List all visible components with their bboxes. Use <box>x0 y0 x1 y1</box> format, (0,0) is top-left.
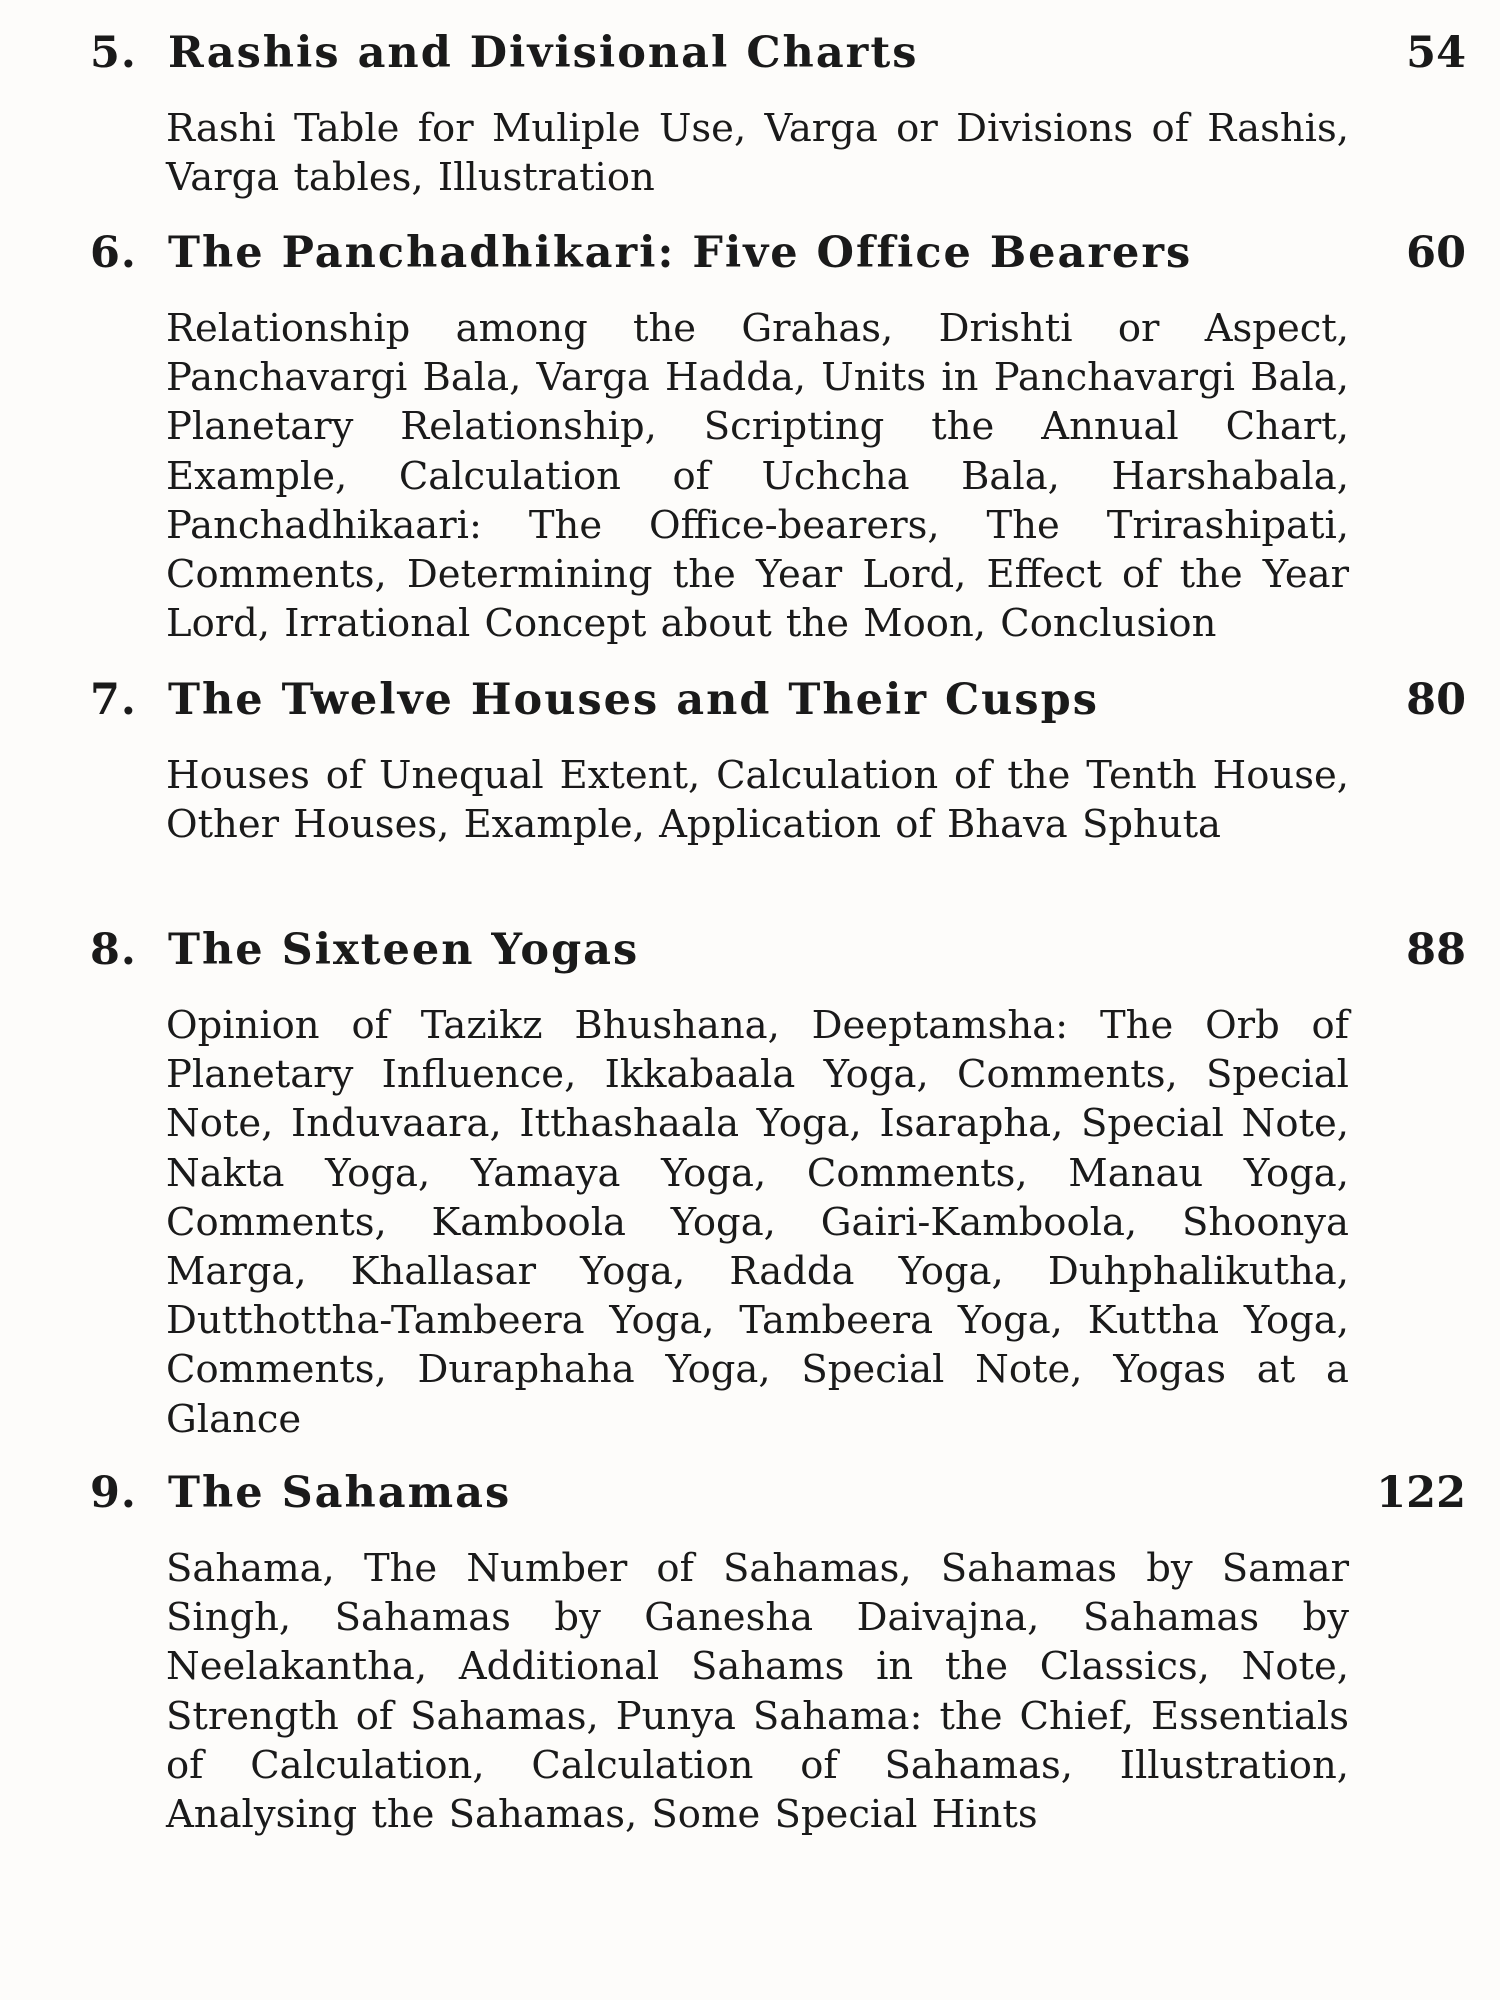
toc-entry-heading <box>0 28 1500 88</box>
chapter-page-number: 54 <box>1406 28 1466 78</box>
chapter-title: The Sixteen Yogas <box>168 925 640 975</box>
chapter-number: 9. <box>90 1468 137 1518</box>
chapter-topics: Relationship among the Grahas, Drishti or Aspect, Panchavargi Bala, Varga Hadda, Units in Panchavargi Bala, Planetary Relationship, Scripting the Annual Chart, Example, Calculation of Uchcha Bala, Harshabala, Panchadhikaari: The Office-bearers, The Trirashipati, Comments, Determining the Year Lord, Effect of the Year Lord, Irrational Concept about the Moon, Conclusion <box>166 306 1349 647</box>
chapter-page-number: 88 <box>1406 925 1466 975</box>
chapter-topics: Opinion of Tazikz Bhushana, Deeptamsha: The Orb of Planetary Influence, Ikkabaala Yoga, Comments, Special Note, Induvaara, Itthashaala Yoga, Isarapha, Special Note, Nakta Yoga, Yamaya Yoga, Comments, Manau Yoga, Comments, Kamboola Yoga, Gairi-Kamboola, Shoonya Marga, Khallasar Yoga, Radda Yoga, Duhphalikutha, Dutthottha-Tambeera Yoga, Tambeera Yoga, Kuttha Yoga, Comments, Duraphaha Yoga, Special Note, Yogas at a Glance <box>166 1003 1349 1442</box>
chapter-topics: Rashi Table for Muliple Use, Varga or Divisions of Rashis, Varga tables, Illustration <box>166 106 1349 201</box>
toc-entry-heading <box>0 925 1500 985</box>
toc-entry-chapter-5 <box>0 28 1500 201</box>
toc-entry-chapter-9 <box>0 1468 1500 1838</box>
chapter-title: The Sahamas <box>168 1468 512 1518</box>
toc-entry-heading <box>0 228 1500 288</box>
chapter-title: Rashis and Divisional Charts <box>168 28 919 78</box>
chapter-page-number: 60 <box>1406 228 1466 278</box>
chapter-page-number: 80 <box>1406 675 1466 725</box>
chapter-number: 5. <box>90 28 137 78</box>
chapter-title: The Panchadhikari: Five Office Bearers <box>168 228 1193 278</box>
toc-entry-chapter-6 <box>0 228 1500 647</box>
toc-entry-chapter-7 <box>0 675 1500 848</box>
chapter-topics: Houses of Unequal Extent, Calculation of the Tenth House, Other Houses, Example, Application of Bhava Sphuta <box>166 753 1349 848</box>
toc-entry-chapter-8 <box>0 925 1500 1442</box>
chapter-topics: Sahama, The Number of Sahamas, Sahamas by Samar Singh, Sahamas by Ganesha Daivajna, Sahamas by Neelakantha, Additional Sahams in the Classics, Note, Strength of Sahamas, Punya Sahama: the Chief, Essentials of Calculation, Calculation of Sahamas, Illustration, Analysing the Sahamas, Some Special Hints <box>166 1546 1349 1838</box>
toc-entry-heading <box>0 675 1500 735</box>
chapter-page-number: 122 <box>1376 1468 1466 1518</box>
chapter-number: 8. <box>90 925 137 975</box>
chapter-number: 7. <box>90 675 137 725</box>
chapter-number: 6. <box>90 228 137 278</box>
chapter-title: The Twelve Houses and Their Cusps <box>168 675 1099 725</box>
toc-entry-heading <box>0 1468 1500 1528</box>
